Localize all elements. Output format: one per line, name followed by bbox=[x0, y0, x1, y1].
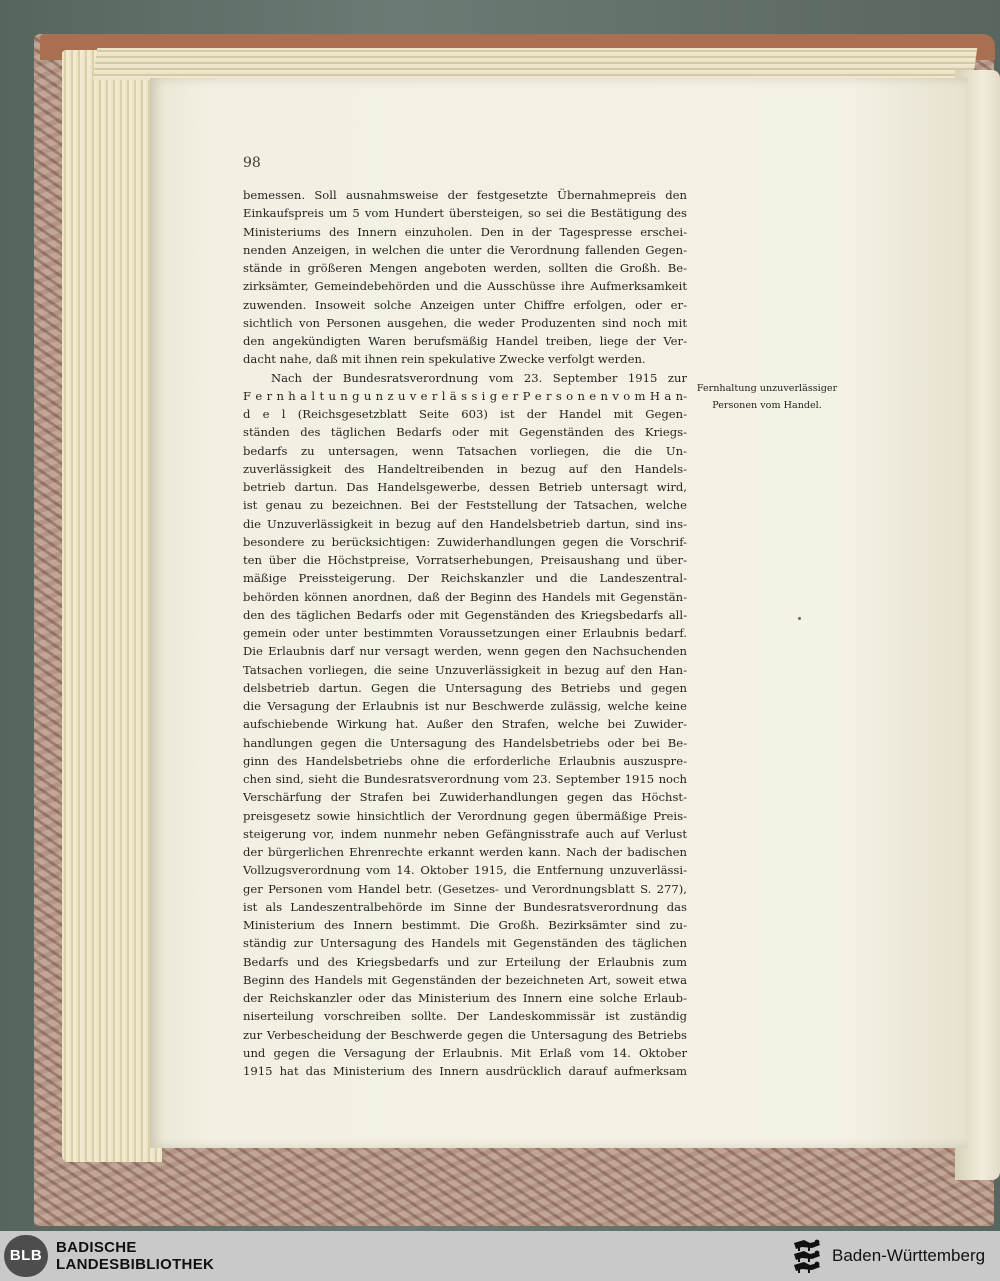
text-line: mäßige Preissteigerung. Der Reichskanzler und die Landeszentral- bbox=[243, 571, 687, 586]
text-line: nenden Anzeigen, in welchen die unter die Verordnung fallenden Gegen- bbox=[243, 242, 687, 257]
text-line: stände in größeren Mengen angeboten werden, sollten die Großh. Be- bbox=[243, 261, 687, 275]
text-line: der bürgerlichen Ehrenrechte erkannt werden kann. Nach der badischen bbox=[243, 845, 687, 859]
page-block-edges bbox=[62, 50, 162, 1162]
footer-bar bbox=[0, 1231, 1000, 1281]
text-line: ist genau zu bezeichnen. Bei der Feststellung der Tatsachen, welche bbox=[243, 498, 687, 513]
text-line: Ministeriums des Innern einzuholen. Den in der Tagespresse erschei- bbox=[243, 224, 687, 239]
text-line: Nach der Bundesratsverordnung vom 23. September 1915 zur bbox=[271, 370, 687, 385]
body-text bbox=[243, 186, 687, 1080]
text-line: betrieb dartun. Das Handelsgewerbe, dessen Betrieb untersagt wird, bbox=[243, 480, 687, 494]
text-line: zirksämter, Gemeindebehörden und die Ausschüsse ihre Aufmerksamkeit bbox=[243, 279, 687, 294]
library-name-line: BADISCHE bbox=[56, 1239, 137, 1256]
text-line: besondere zu berücksichtigen: Zuwiderhandlungen gegen die Vorschrif- bbox=[243, 534, 687, 549]
text-line: bedarfs zu untersagen, wenn Tatsachen vorliegen, die die Un- bbox=[243, 443, 687, 458]
baden-wuerttemberg-lions-icon[interactable] bbox=[790, 1237, 824, 1275]
text-line: zuverlässigkeit des Handeltreibenden in bezug auf den Handels- bbox=[243, 461, 687, 476]
margin-note-line: Personen vom Handel. bbox=[712, 400, 822, 411]
text-line: chen sind, sieht die Bundesratsverordnung vom 23. September 1915 noch bbox=[243, 772, 687, 786]
text-line: ständig zur Untersagung des Handels mit Gegenständen des täglichen bbox=[243, 936, 687, 951]
text-line: ist als Landeszentralbehörde im Sinne der Bundesratsverordnung das bbox=[243, 899, 687, 914]
text-line: handlungen gegen die Untersagung des Handelsbetriebs oder bei Be- bbox=[243, 735, 687, 750]
text-line: gemein oder unter bestimmten Voraussetzungen einer Erlaubnis bedarf. bbox=[243, 626, 687, 640]
margin-note-line: Fernhaltung unzuverlässiger bbox=[696, 383, 838, 394]
text-line: ger Personen vom Handel betr. (Gesetzes- und Verordnungsblatt S. 277), bbox=[243, 881, 687, 896]
text-line: dacht nahe, daß mit ihnen rein spekulative Zwecke verfolgt werden. bbox=[243, 352, 646, 367]
text-line: den angekündigten Waren berufsmäßig Handel treiben, liege der Ver- bbox=[243, 334, 687, 348]
state-name[interactable]: Baden-Württemberg bbox=[832, 1246, 986, 1265]
text-line: Verschärfung der Strafen bei Zuwiderhandlungen gegen das Höchst- bbox=[243, 790, 687, 805]
text-line: und gegen die Versagung der Erlaubnis. Mit Erlaß vom 14. Oktober bbox=[243, 1045, 687, 1060]
text-line: die Versagung der Erlaubnis ist nur Beschwerde zulässig, welche keine bbox=[243, 699, 687, 713]
page-number: 98 bbox=[243, 155, 261, 171]
text-line: Beginn des Handels mit Gegenständen der bezeichneten Art, soweit etwa bbox=[243, 972, 687, 987]
text-line: niserteilung vorschreiben sollte. Der Landeskommissär ist zuständig bbox=[243, 1009, 687, 1024]
text-line: ten über die Höchstpreise, Vorratserhebungen, Preisaushang und über- bbox=[243, 553, 687, 567]
text-line: Einkaufspreis um 5 vom Hundert übersteigen, so sei die Bestätigung des bbox=[243, 206, 687, 221]
text-line: zur Verbescheidung der Beschwerde gegen die Untersagung des Betriebs bbox=[243, 1027, 687, 1042]
text-line: Bedarfs und des Kriegsbedarfs und zur Erteilung der Erlaubnis zum bbox=[243, 954, 687, 969]
text-line: preisgesetz sowie hinsichtlich der Verordnung gegen übermäßige Preis- bbox=[243, 808, 687, 823]
text-line: zuwenden. Insoweit solche Anzeigen unter Chiffre erfolgen, oder er- bbox=[243, 297, 687, 312]
text-line: F e r n h a l t u n g u n z u v e r l ä s s i g e r P e r s o n e n v o m H a n- bbox=[243, 388, 687, 403]
text-line: den des täglichen Bedarfs oder mit Gegenständen des Kriegsbedarfs all- bbox=[243, 607, 687, 622]
text-line: Tatsachen vorliegen, die seine Unzuverlässigkeit in bezug auf den Han- bbox=[243, 662, 687, 677]
text-line: delsbetrieb dartun. Gegen die Untersagung des Betriebs und gegen bbox=[243, 680, 687, 695]
margin-note bbox=[692, 380, 842, 414]
text-line: Ministerium des Innern bestimmt. Die Großh. Bezirksämter sind zu- bbox=[243, 918, 687, 932]
text-line: der Reichskanzler oder das Ministerium des Innern eine solche Erlaub- bbox=[243, 991, 687, 1005]
text-line: Die Erlaubnis darf nur versagt werden, wenn gegen den Nachsuchenden bbox=[243, 644, 687, 659]
text-line: ginn des Handelsbetriebs ohne die erforderliche Erlaubnis auszusprе- bbox=[243, 753, 687, 768]
blb-logo-icon[interactable]: BLB bbox=[4, 1235, 48, 1277]
text-line: die Unzuverlässigkeit in bezug auf den Handelsbetrieb dartun, sind ins- bbox=[243, 516, 687, 531]
text-line: 1915 hat das Ministerium des Innern ausdrücklich darauf aufmerksam bbox=[243, 1064, 687, 1078]
text-line: sichtlich von Personen ausgehen, die weder Produzenten sind noch mit bbox=[243, 315, 687, 330]
text-line: bemessen. Soll ausnahmsweise der festgesetzte Übernahmepreis den bbox=[243, 188, 687, 202]
text-line: aufschiebende Wirkung hat. Außer den Strafen, welche bei Zuwider- bbox=[243, 717, 687, 732]
page-block-top-edges bbox=[93, 48, 977, 80]
text-line: behörden können anordnen, daß der Beginn des Handels mit Gegenstän- bbox=[243, 589, 687, 604]
text-line: ständen des täglichen Bedarfs oder mit Gegenständen des Kriegs- bbox=[243, 425, 687, 440]
text-line: steigerung vor, indem nunmehr neben Gefängnisstrafe auch auf Verlust bbox=[243, 826, 687, 841]
text-line: d e l (Reichsgesetzblatt Seite 603) ist der Handel mit Gegen- bbox=[243, 407, 687, 421]
paper-speck bbox=[798, 617, 801, 620]
text-line: Vollzugsverordnung vom 14. Oktober 1915, die Entfernung unzuverlässi- bbox=[243, 863, 687, 878]
library-name-line: LANDESBIBLIOTHEK bbox=[56, 1256, 215, 1273]
library-name[interactable] bbox=[56, 1239, 214, 1273]
